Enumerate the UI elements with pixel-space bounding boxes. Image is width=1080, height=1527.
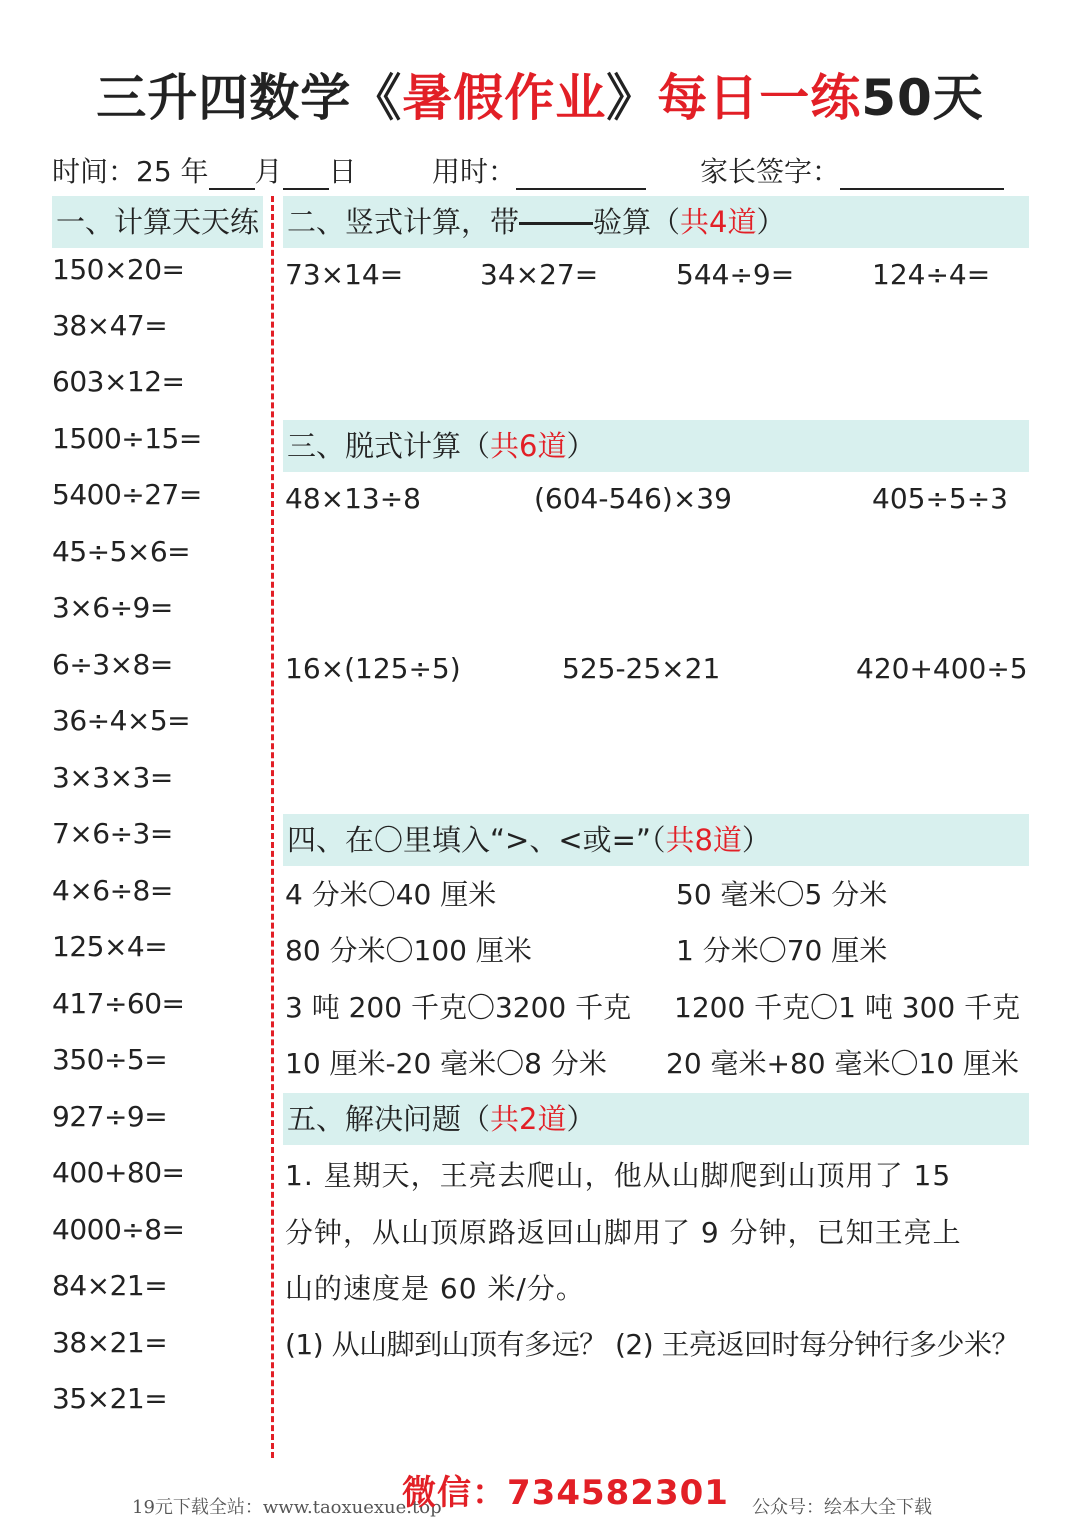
section-5-title: 五、解决问题（: [287, 1102, 491, 1136]
vertical-calc-item: 73×14=: [285, 258, 404, 291]
day-blank: [283, 158, 329, 190]
stepwise-calc-item: 420+400÷5: [856, 652, 1028, 685]
vertical-calc-item: 544÷9=: [676, 258, 795, 291]
duration-blank: [516, 158, 646, 190]
vertical-calc-item: 124÷4=: [872, 258, 991, 291]
time-label: 时间：25 年: [52, 155, 209, 188]
section-4-title: 四、在〇里填入“>、<或=”（: [287, 823, 666, 857]
section-4-count: 共8道: [665, 823, 742, 857]
section-5-close: ）: [566, 1102, 596, 1136]
list-item: 36÷4×5=: [52, 704, 191, 737]
compare-item: 10 厘米-20 毫米〇8 分米: [285, 1047, 607, 1080]
stepwise-calc-item: 405÷5÷3: [872, 482, 1008, 515]
footer-site: 19元下载全站：www.taoxuexue.top: [132, 1497, 442, 1518]
duration-field: [432, 150, 646, 190]
section-1-header: [52, 196, 263, 248]
list-item: 38×21=: [52, 1326, 168, 1359]
month-blank: [209, 158, 255, 190]
signature-label: 家长签字：: [700, 155, 841, 188]
stepwise-calc-item: (604-546)×39: [534, 482, 732, 515]
page-title: [0, 58, 1080, 130]
duration-label: 用时：: [432, 155, 517, 188]
column-divider: [271, 196, 274, 1458]
list-item: 1500÷15=: [52, 422, 202, 455]
list-item: 350÷5=: [52, 1043, 168, 1076]
stepwise-calc-item: 48×13÷8: [285, 482, 421, 515]
section-3-count: 共6道: [490, 429, 567, 463]
title-part-2: 暑假作业: [402, 69, 607, 127]
list-item: 7×6÷3=: [52, 817, 173, 850]
month-label: 月: [254, 155, 283, 188]
problem-line: 1. 星期天，王亮去爬山，他从山脚爬到山顶用了 15: [285, 1159, 952, 1192]
list-item: 5400÷27=: [52, 478, 202, 511]
section-5-header: [283, 1093, 1029, 1145]
signature-field: [700, 150, 1004, 190]
list-item: 45÷5×6=: [52, 535, 191, 568]
list-item: 400+80=: [52, 1156, 185, 1189]
problem-line: 分钟，从山顶原路返回山脚用了 9 分钟，已知王亮上: [285, 1216, 962, 1249]
stepwise-calc-item: 525-25×21: [562, 652, 721, 685]
section-2-close: ）: [756, 205, 786, 239]
compare-item: 1 分米〇70 厘米: [676, 934, 888, 967]
compare-item: 50 毫米〇5 分米: [676, 878, 888, 911]
list-item: 4×6÷8=: [52, 874, 173, 907]
vertical-calc-item: 34×27=: [480, 258, 599, 291]
list-item: 6÷3×8=: [52, 648, 173, 681]
section-4-header: [283, 814, 1029, 866]
list-item: 3×3×3=: [52, 761, 173, 794]
stepwise-calc-item: 16×(125÷5): [285, 652, 461, 685]
section-2-title-b: 验算（: [593, 205, 681, 239]
section-2-header: [283, 196, 1029, 248]
section-2-blank: [519, 196, 593, 225]
day-label: 日: [328, 155, 357, 188]
compare-item: 80 分米〇100 厘米: [285, 934, 532, 967]
list-item: 150×20=: [52, 253, 185, 286]
compare-item: 4 分米〇40 厘米: [285, 878, 497, 911]
list-item: 125×4=: [52, 930, 168, 963]
section-5-count: 共2道: [490, 1102, 567, 1136]
compare-item: 20 毫米+80 毫米〇10 厘米: [666, 1047, 1020, 1080]
list-item: 603×12=: [52, 365, 185, 398]
list-item: 84×21=: [52, 1269, 168, 1302]
problem-line: 山的速度是 60 米/分。: [285, 1272, 585, 1305]
footer-account: 公众号：绘本大全下载: [752, 1497, 932, 1518]
section-1-title: 一、计算天天练: [56, 205, 260, 239]
list-item: 927÷9=: [52, 1100, 168, 1133]
footer-wechat: 微信：734582301: [402, 1473, 729, 1513]
section-4-close: ）: [741, 823, 771, 857]
section-3-close: ）: [566, 429, 596, 463]
title-part-4: 每日一练: [657, 69, 862, 127]
date-field: [52, 150, 357, 190]
section-2-count: 共4道: [680, 205, 757, 239]
list-item: 417÷60=: [52, 987, 185, 1020]
title-part-3: 》: [606, 69, 658, 127]
title-part-5: 50天: [861, 69, 984, 127]
compare-item: 1200 千克〇1 吨 300 千克: [674, 991, 1021, 1024]
list-item: 3×6÷9=: [52, 591, 173, 624]
title-part-1: 三升四数学《: [96, 69, 403, 127]
section-2-title: 二、竖式计算，带: [287, 205, 520, 239]
list-item: 4000÷8=: [52, 1213, 185, 1246]
compare-item: 3 吨 200 千克〇3200 千克: [285, 991, 632, 1024]
list-item: 38×47=: [52, 309, 168, 342]
list-item: 35×21=: [52, 1382, 168, 1415]
section-3-title: 三、脱式计算（: [287, 429, 491, 463]
section-3-header: [283, 420, 1029, 472]
problem-questions: (1) 从山脚到山顶有多远？ (2) 王亮返回时每分钟行多少米？: [285, 1328, 1020, 1361]
info-line: [52, 150, 1032, 190]
signature-blank: [840, 158, 1004, 190]
